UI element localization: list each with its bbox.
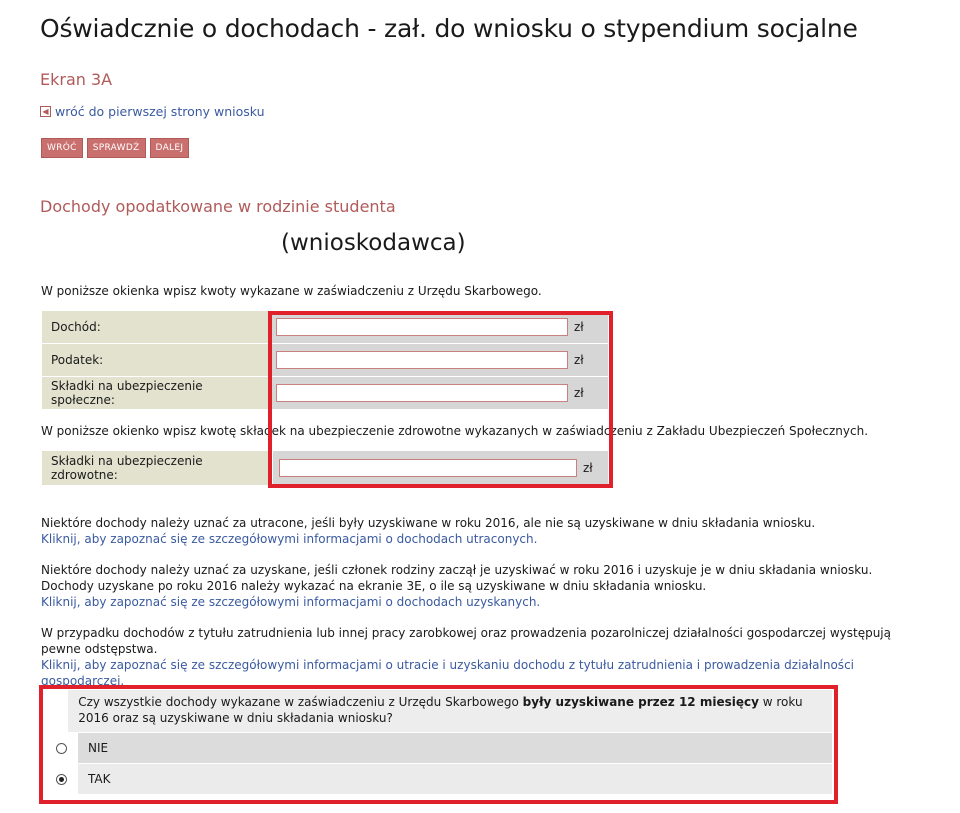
option-tak-label: TAK — [88, 772, 111, 786]
screen-title: Ekran 3A — [40, 70, 113, 89]
income-unit: zł — [574, 320, 584, 334]
income-label: Dochód: — [42, 311, 270, 343]
lost-income-text: Niektóre dochody należy uznać za utracone, jeśli były uzyskiwane w roku 2016, ale nie są uzyskiwane w dniu składania wniosku. — [41, 516, 816, 530]
zus-instruction: W poniższe okienko wpisz kwotę składek na ubezpieczenie zdrowotne wykazanych w zaświadczeniu z Zakładu Ubezpieczeń Społecznych. — [41, 424, 869, 438]
tax-unit: zł — [574, 353, 584, 367]
back-to-first-page-link[interactable] — [40, 104, 265, 119]
lost-income-info — [41, 515, 815, 547]
employment-text: W przypadku dochodów z tytułu zatrudnienia lub innej pracy zarobkowej oraz prowadzenia pozarolniczej działalności gospodarczej występują pewne odstępstwa. — [41, 626, 891, 656]
section-subtitle: (wnioskodawca) — [281, 230, 466, 256]
gained-income-info — [41, 562, 872, 610]
question-highlight-frame — [39, 685, 838, 804]
question-text-bold: były uzyskiwane przez 12 miesięcy — [522, 695, 759, 709]
employment-link[interactable]: Kliknij, aby zapoznać się ze szczegółowymi informacjami o utracie i uzyskaniu dochodu z tytułu zatrudnienia i prowadzenia działalności gospodarczej. — [41, 658, 854, 688]
page-title: Oświadcznie o dochodach - zał. do wniosku o stypendium socjalne — [40, 14, 858, 43]
back-link-label: wróć do pierwszej strony wniosku — [55, 104, 265, 119]
employment-info — [41, 625, 911, 689]
tax-label: Podatek: — [42, 344, 270, 376]
back-arrow-icon: ◀ — [40, 106, 51, 117]
social-unit: zł — [574, 386, 584, 400]
section-title: Dochody opodatkowane w rodzinie studenta — [40, 197, 396, 216]
question-text-before: Czy wszystkie dochody wykazane w zaświadczeniu z Urzędu Skarbowego — [78, 695, 523, 709]
gained-income-text-2: Dochody uzyskane po roku 2016 należy wykazać na ekranie 3E, o ile są uzyskiwane w dniu składania wniosku. — [41, 579, 707, 593]
question-text-after: w roku 2016 oraz są uzyskiwane w dniu składania wniosku? — [78, 695, 803, 725]
next-button[interactable]: DALEJ — [150, 138, 190, 158]
social-label: Składki na ubezpieczenie społeczne: — [42, 377, 270, 409]
option-nie-label: NIE — [88, 741, 109, 755]
check-button[interactable]: SPRAWDŹ — [87, 138, 146, 158]
back-button[interactable]: WRÓĆ — [41, 138, 83, 158]
lost-income-link[interactable]: Kliknij, aby zapoznać się ze szczegółowymi informacjami o dochodach utraconych. — [41, 532, 538, 546]
tax-office-instruction: W poniższe okienka wpisz kwoty wykazane w zaświadczeniu z Urzędu Skarbowego. — [41, 284, 542, 298]
health-unit: zł — [583, 461, 593, 475]
nav-buttons — [41, 138, 189, 158]
inputs-highlight-frame — [268, 311, 613, 488]
gained-income-link[interactable]: Kliknij, aby zapoznać się ze szczegółowymi informacjami o dochodach uzyskanych. — [41, 595, 541, 609]
gained-income-text-1: Niektóre dochody należy uznać za uzyskane, jeśli członek rodziny zaczął je uzyskiwać w roku 2016 i uzyskuje je w dniu składania wniosku. — [41, 563, 873, 577]
health-label: Składki na ubezpieczenie zdrowotne: — [42, 451, 273, 485]
